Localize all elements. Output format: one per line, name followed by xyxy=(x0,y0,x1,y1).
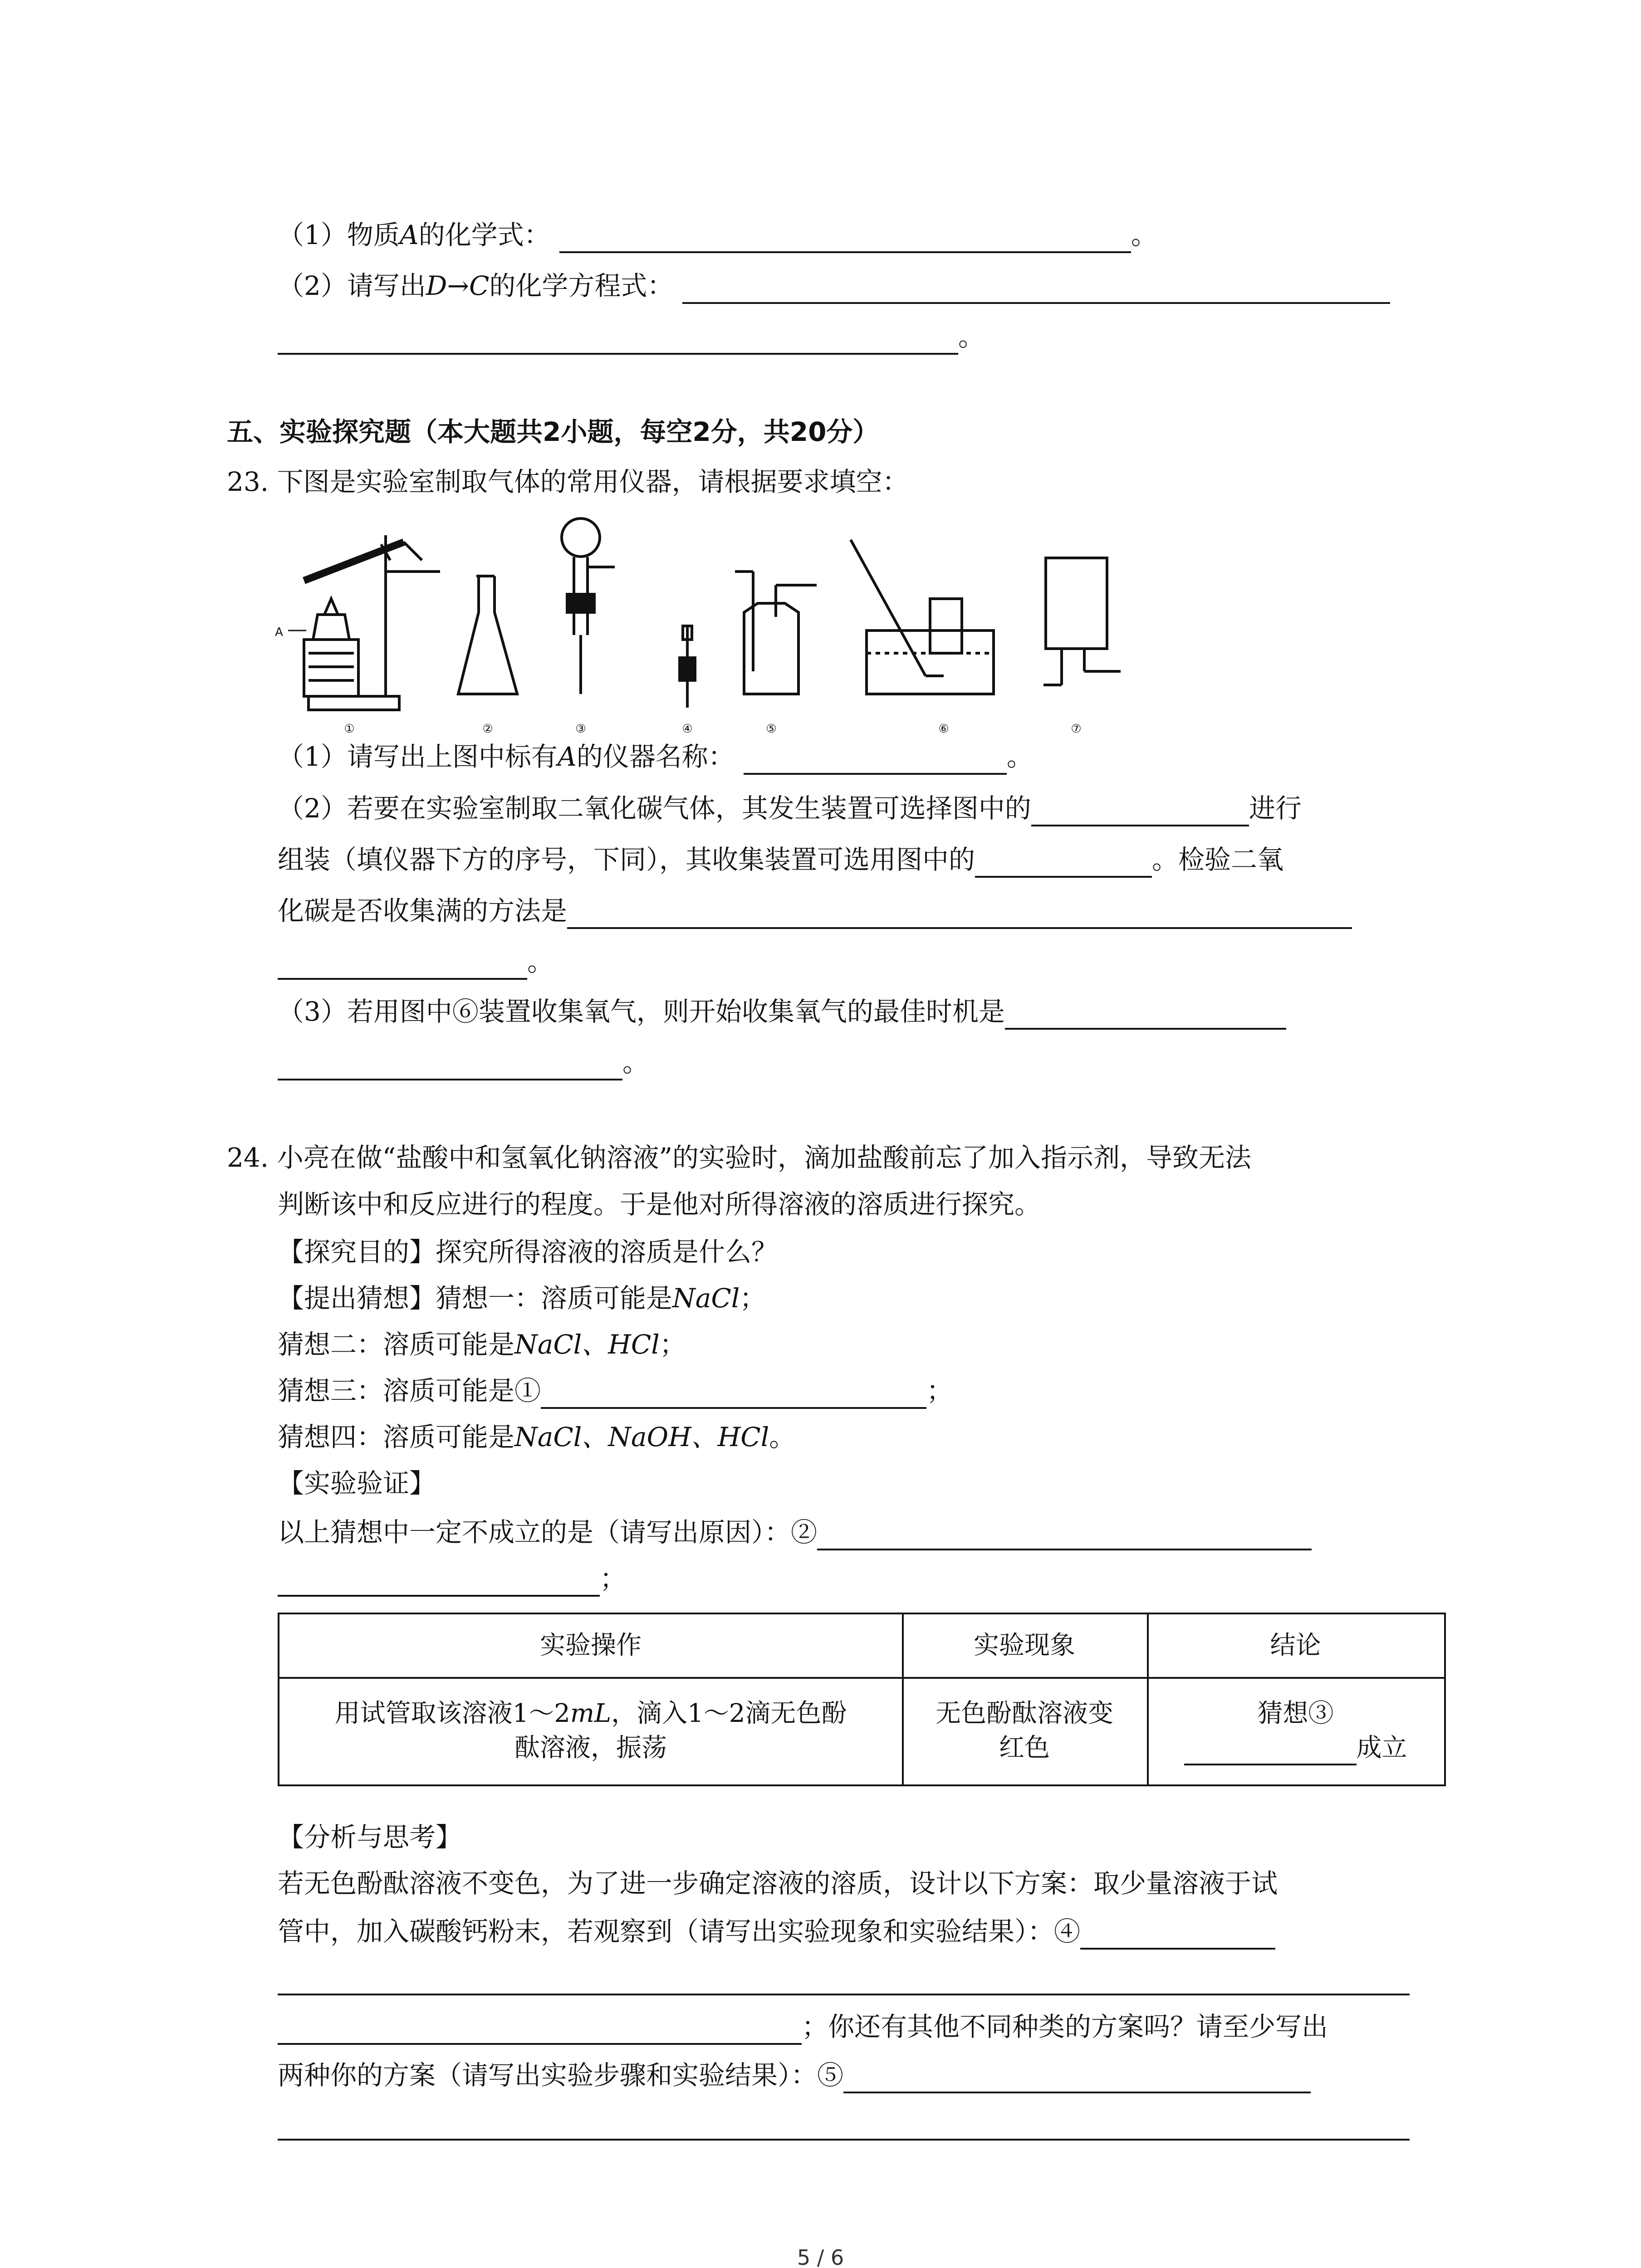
answer-blank[interactable] xyxy=(1031,797,1249,826)
q23-part2b: 组装（填仪器下方的序号，下同），其收集装置可选用图中的 。检验二氧 xyxy=(278,841,1283,878)
answer-blank[interactable] xyxy=(843,2064,1311,2093)
q24-guess1: 【提出猜想】猜想一：溶质可能是NaCl； xyxy=(278,1283,766,1314)
q22-part1: （1）物质A的化学式： 。 xyxy=(278,217,1157,253)
q23-part2c: 化碳是否收集满的方法是 xyxy=(278,893,1352,929)
q24-stem1: 24. 小亮在做“盐酸中和氢氧化钠溶液”的实验时，滴加盐酸前忘了加入指示剂，导致无法 xyxy=(227,1142,1251,1173)
table-header: 实验现象 xyxy=(974,1631,1075,1660)
apparatus-6-water-trough xyxy=(851,540,994,694)
q22-part2: （2）请写出D→C的化学方程式： xyxy=(278,268,1390,304)
table-header: 实验操作 xyxy=(540,1631,642,1660)
apparatus-3-separatory-funnel xyxy=(562,518,615,694)
answer-blank[interactable] xyxy=(278,2016,802,2045)
q24-analysis-1: 若无色酚酞溶液不变色，为了进一步确定溶液的溶质，设计以下方案：取少量溶液于试 xyxy=(278,1868,1278,1899)
q24-analysis-2: 管中，加入碳酸钙粉末，若观察到（请写出实验现象和实验结果）：④ xyxy=(278,1913,1275,1950)
q24-guess3: 猜想三：溶质可能是① ； xyxy=(278,1373,953,1409)
answer-blank[interactable] xyxy=(744,746,1007,775)
apparatus-2-conical-flask xyxy=(458,576,517,694)
table-cell-operation: 用试管取该溶液1～2mL，滴入1～2滴无色酚 酞溶液，振荡 xyxy=(334,1699,847,1763)
apparatus-5-gas-bottle xyxy=(735,572,817,694)
q23-part3b: 。 xyxy=(278,1044,649,1080)
answer-blank[interactable] xyxy=(1184,1736,1357,1765)
answer-blank[interactable] xyxy=(278,326,958,355)
q24-guess4: 猜想四：溶质可能是NaCl、NaOH、HCl。 xyxy=(278,1422,796,1452)
apparatus-label: ② xyxy=(482,722,493,736)
q23-part2d: 。 xyxy=(278,943,554,980)
answer-blank[interactable] xyxy=(278,1051,622,1080)
answer-blank[interactable] xyxy=(975,849,1152,878)
apparatus-7-inverted-bottle xyxy=(1043,558,1121,685)
q23-part2a: （2）若要在实验室制取二氧化碳气体，其发生装置可选择图中的 进行 xyxy=(278,790,1302,826)
answer-blank[interactable] xyxy=(1005,1001,1286,1030)
page-number: 5 / 6 xyxy=(797,2245,844,2268)
apparatus-label: ④ xyxy=(682,722,693,736)
experiment-table xyxy=(278,1613,1446,1786)
answer-blank[interactable] xyxy=(682,275,1390,304)
table-cell-phenomenon: 无色酚酞溶液变 红色 xyxy=(936,1699,1113,1763)
answer-blank[interactable] xyxy=(278,951,527,980)
apparatus-4-stopper-tube xyxy=(680,626,695,708)
q24-stem2: 判断该中和反应进行的程度。于是他对所得溶液的溶质进行探究。 xyxy=(278,1189,1041,1220)
q24-analysis-head: 【分析与思考】 xyxy=(278,1822,462,1853)
q24-verify-question: 以上猜想中一定不成立的是（请写出原因）：② xyxy=(278,1514,1312,1550)
apparatus-label: ⑥ xyxy=(938,722,949,736)
lab-apparatus-figure xyxy=(272,517,1157,744)
table-cell-conclusion: 猜想③ 成立 xyxy=(1147,1677,1444,1785)
q24-analysis-4: 两种你的方案（请写出实验步骤和实验结果）：⑤ xyxy=(278,2057,1311,2093)
answer-blank[interactable] xyxy=(817,1521,1312,1550)
q23-part3: （3）若用图中⑥装置收集氧气，则开始收集氧气的最佳时机是 xyxy=(278,993,1286,1030)
q24-verify-cont: ； xyxy=(278,1560,626,1597)
q23-stem: 23. 下图是实验室制取气体的常用仪器，请根据要求填空： xyxy=(227,466,909,497)
q24-verify-head: 【实验验证】 xyxy=(278,1468,436,1499)
answer-blank[interactable] xyxy=(1080,1921,1275,1950)
apparatus-label: ③ xyxy=(575,722,586,736)
apparatus-1-heating-setup xyxy=(288,535,440,710)
section-title: 五、实验探究题（本大题共2小题，每空2分，共20分） xyxy=(227,416,879,447)
answer-blank[interactable] xyxy=(559,224,1131,253)
q24-analysis-3: ；你还有其他不同种类的方案吗？请至少写出 xyxy=(278,2009,1328,2045)
q23-part1: （1）请写出上图中标有A的仪器名称： 。 xyxy=(278,738,1033,775)
q24-purpose: 【探究目的】探究所得溶液的溶质是什么？ xyxy=(278,1237,778,1267)
answer-line[interactable] xyxy=(278,1994,1410,1995)
apparatus-label: ⑤ xyxy=(766,722,777,736)
q24-guess2: 猜想二：溶质可能是NaCl、HCl； xyxy=(278,1329,686,1360)
table-header: 结论 xyxy=(1270,1631,1321,1660)
q22-part2-cont: 。 xyxy=(278,318,985,355)
answer-blank[interactable] xyxy=(567,900,1352,929)
answer-blank[interactable] xyxy=(278,1568,600,1597)
label-a: A xyxy=(275,626,283,639)
answer-blank[interactable] xyxy=(541,1380,926,1409)
answer-line[interactable] xyxy=(278,2139,1410,2141)
apparatus-label: ⑦ xyxy=(1071,722,1082,736)
apparatus-label: ① xyxy=(344,722,355,736)
